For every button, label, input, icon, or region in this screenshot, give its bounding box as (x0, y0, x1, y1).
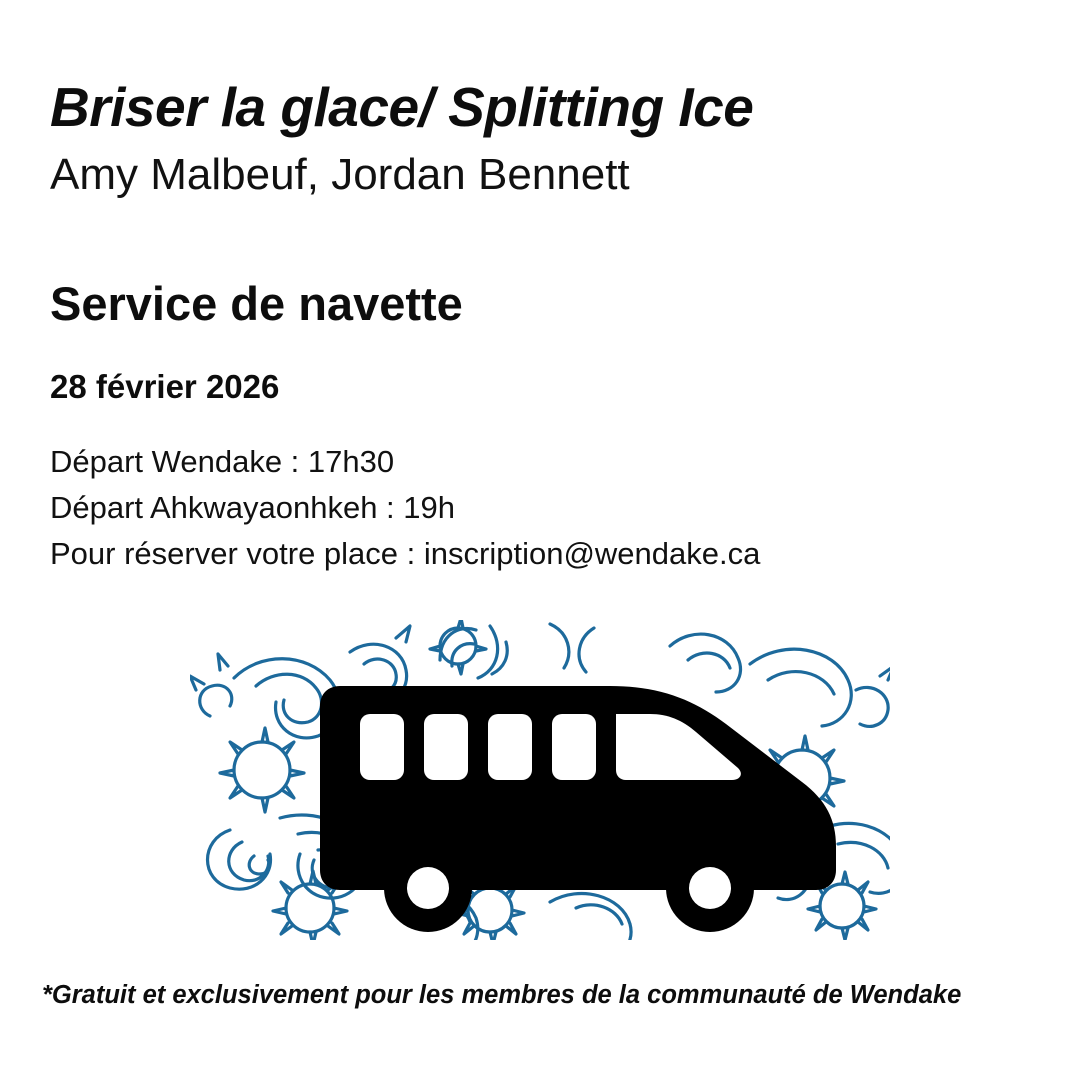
shuttle-bus-with-floral-motif-icon (190, 620, 890, 940)
service-heading: Service de navette (50, 276, 463, 330)
artists-line: Amy Malbeuf, Jordan Bennett (50, 150, 630, 200)
detail-departure-ahkwayaonhkeh: Départ Ahkwayaonhkeh : 19h (50, 489, 455, 525)
footnote-text: *Gratuit et exclusivement pour les membres de la communauté de Wendake (42, 981, 962, 1009)
page-title: Briser la glace/ Splitting Ice (50, 76, 754, 138)
event-date: 28 février 2026 (50, 368, 280, 406)
details-block (50, 439, 1030, 577)
detail-departure-wendake: Départ Wendake : 17h30 (50, 443, 395, 479)
detail-reservation-email: Pour réserver votre place : inscription@wendake.ca (50, 535, 761, 571)
illustration-container (0, 620, 1080, 950)
